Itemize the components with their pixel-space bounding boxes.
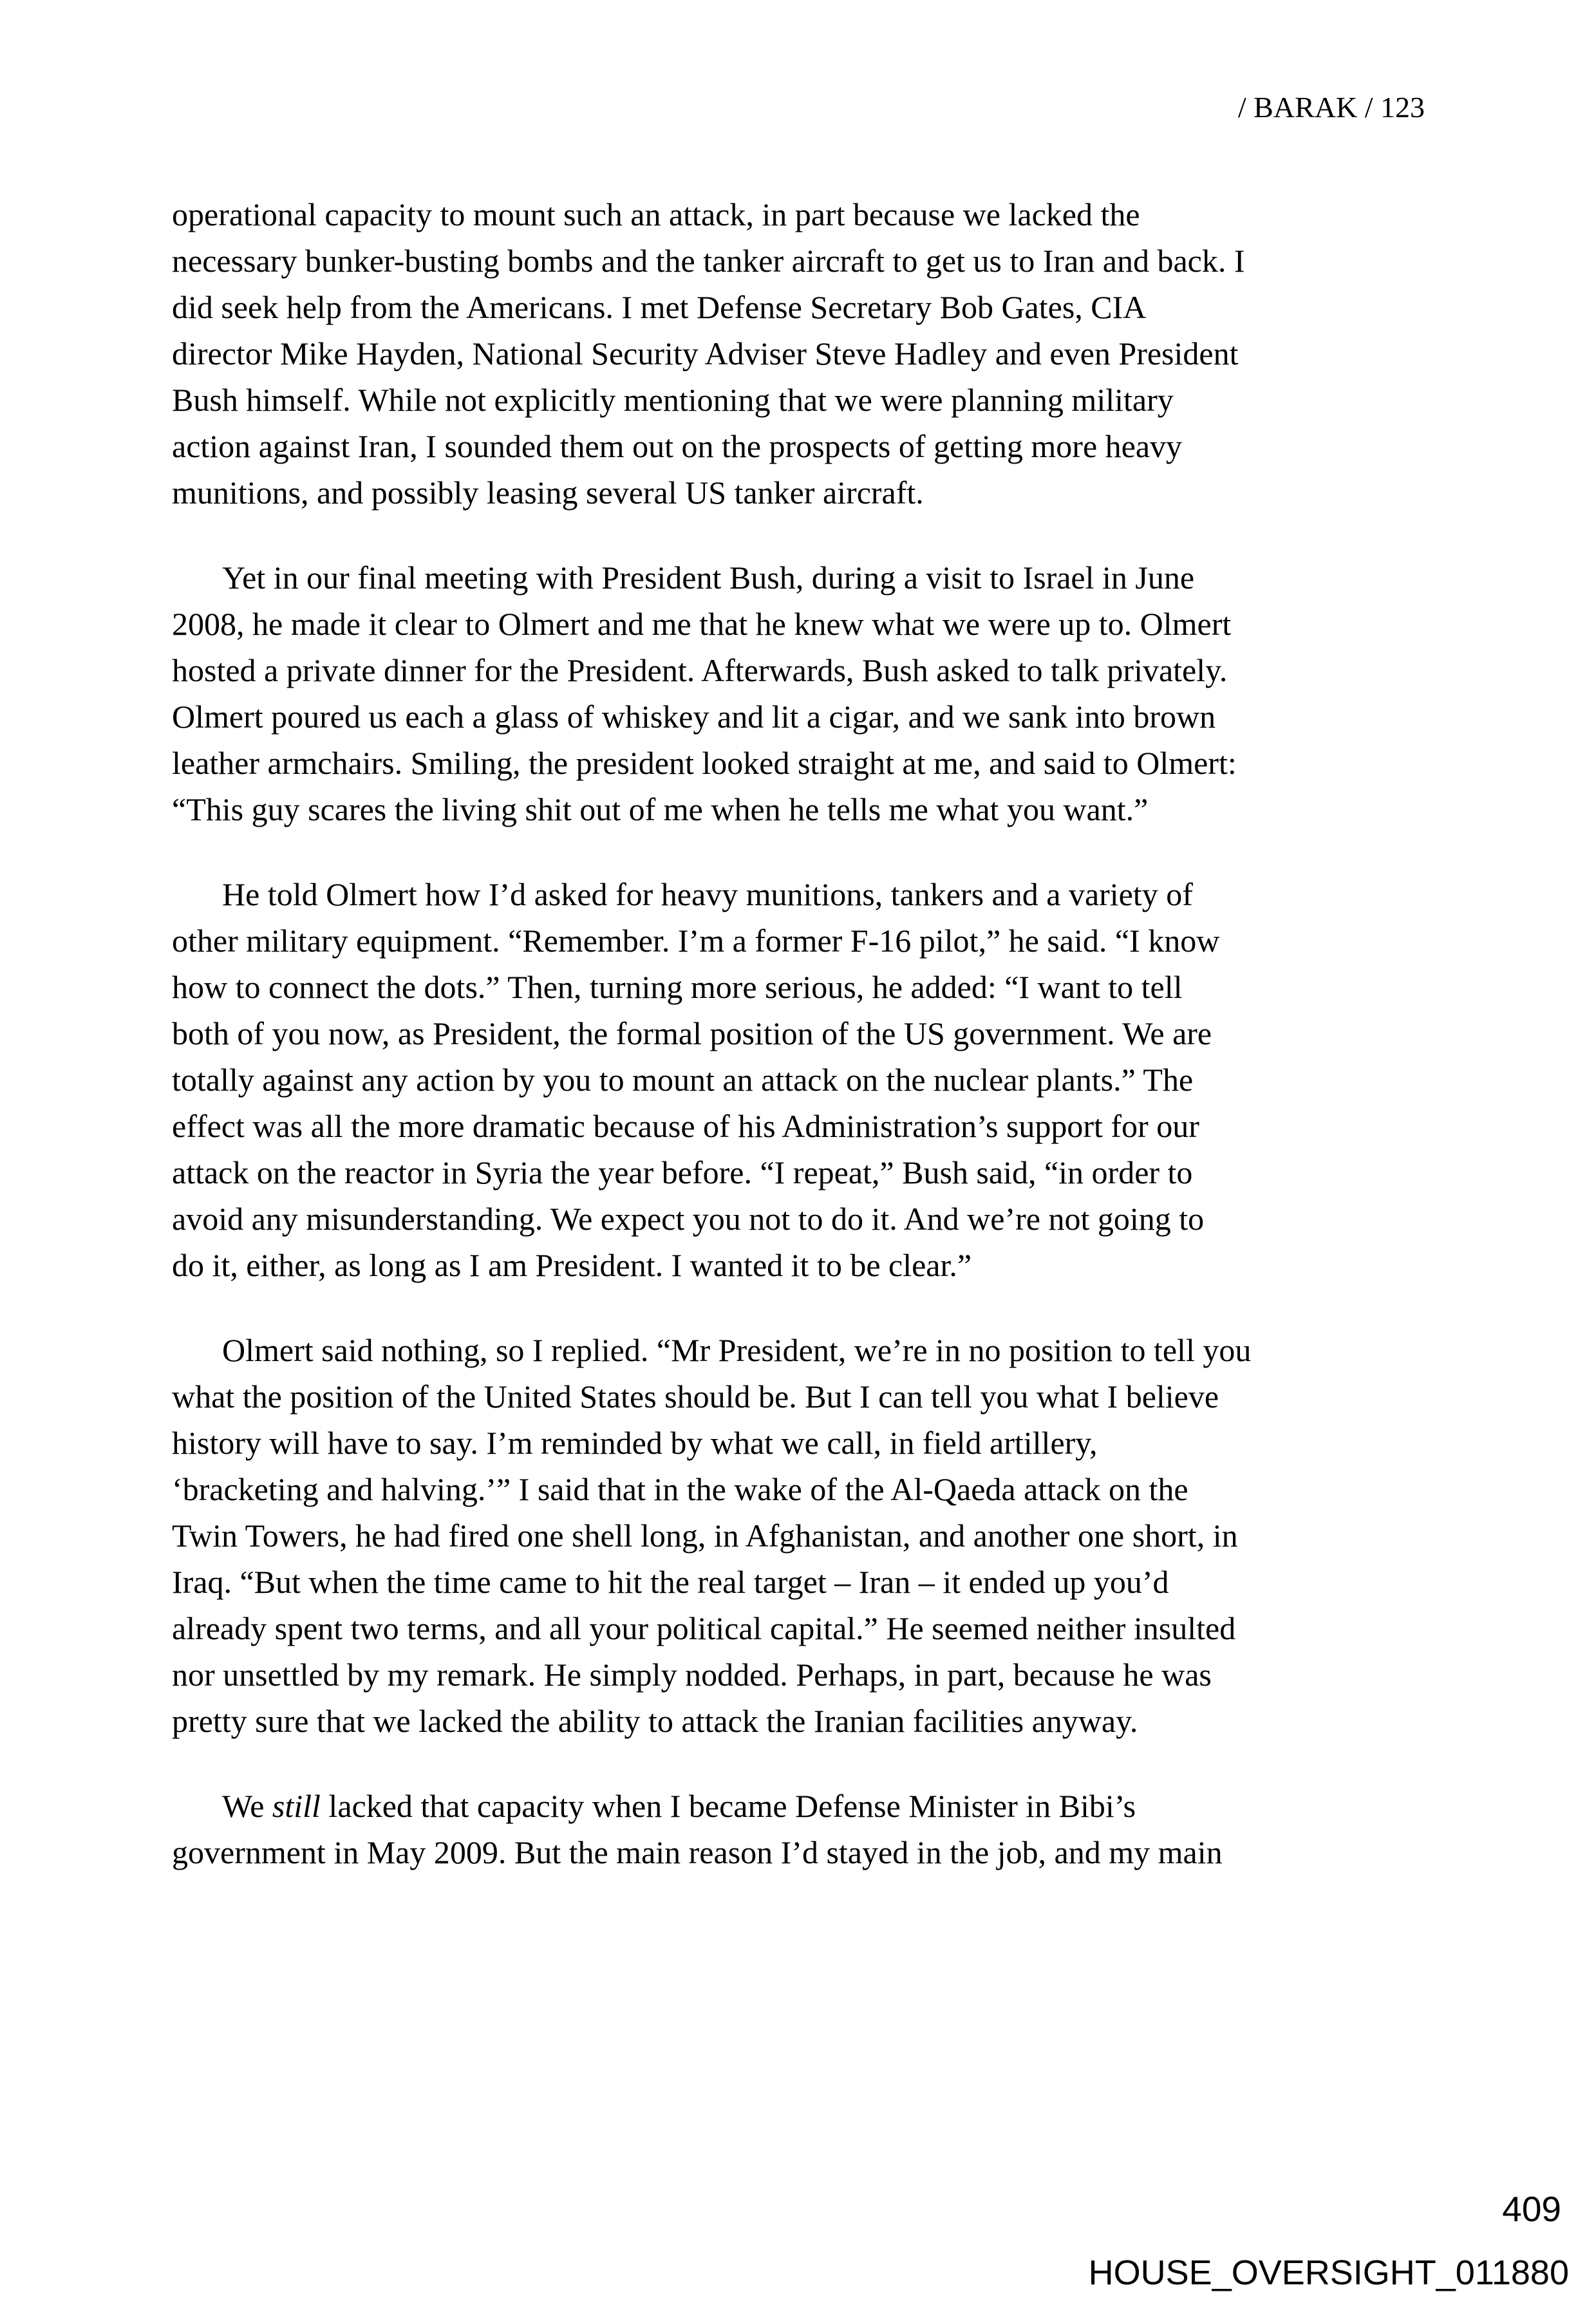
text-line: director Mike Hayden, National Security Adviser Steve Hadley and even President — [172, 335, 1239, 371]
text-line: munitions, and possibly leasing several US tanker aircraft. — [172, 475, 924, 511]
text-line: what the position of the United States should be. But I can tell you what I believe — [172, 1378, 1219, 1415]
page-number: 409 — [1502, 2189, 1561, 2229]
text-line: hosted a private dinner for the President. Afterwards, Bush asked to talk privately. — [172, 652, 1228, 688]
bates-stamp: HOUSE_OVERSIGHT_011880 — [1088, 2253, 1569, 2292]
text-line: nor unsettled by my remark. He simply nodded. Perhaps, in part, because he was — [172, 1657, 1212, 1693]
text-line: pretty sure that we lacked the ability to attack the Iranian facilities anyway. — [172, 1703, 1138, 1739]
text-line: Olmert said nothing, so I replied. “Mr President, we’re in no position to tell you — [222, 1332, 1252, 1368]
body-text — [172, 191, 1427, 1875]
text-line: operational capacity to mount such an attack, in part because we lacked the — [172, 196, 1140, 232]
text-line: “This guy scares the living shit out of me when he tells me what you want.” — [172, 791, 1149, 827]
text-line: Iraq. “But when the time came to hit the real target – Iran – it ended up you’d — [172, 1564, 1169, 1600]
text-line: did seek help from the Americans. I met Defense Secretary Bob Gates, CIA — [172, 289, 1147, 325]
text-line: attack on the reactor in Syria the year before. “I repeat,” Bush said, “in order to — [172, 1154, 1193, 1190]
text-line: action against Iran, I sounded them out on the prospects of getting more heavy — [172, 428, 1183, 464]
paragraph — [172, 1783, 1427, 1875]
text-line: leather armchairs. Smiling, the president looked straight at me, and said to Olmert: — [172, 745, 1237, 781]
text-line: 2008, he made it clear to Olmert and me that he knew what we were up to. Olmert — [172, 606, 1232, 642]
text-line: Olmert poured us each a glass of whiskey and lit a cigar, and we sank into brown — [172, 699, 1216, 735]
text-line: both of you now, as President, the formal position of the US government. We are — [172, 1015, 1212, 1051]
text-segment: We — [222, 1788, 272, 1824]
text-line: other military equipment. “Remember. I’m a former F-16 pilot,” he said. “I know — [172, 923, 1220, 959]
paragraph — [172, 554, 1427, 832]
text-line: He told Olmert how I’d asked for heavy munitions, tankers and a variety of — [222, 876, 1193, 912]
text-segment: lacked that capacity when I became Defense Minister in Bibi’s — [320, 1788, 1136, 1824]
paragraph — [172, 191, 1427, 516]
text-line: totally against any action by you to mount an attack on the nuclear plants.” The — [172, 1062, 1194, 1098]
text-line: do it, either, as long as I am President. I wanted it to be clear.” — [172, 1247, 972, 1283]
text-line: ‘bracketing and halving.’” I said that in the wake of the Al-Qaeda attack on the — [172, 1471, 1188, 1507]
text-line: Bush himself. While not explicitly mentioning that we were planning military — [172, 382, 1174, 418]
text-line: Yet in our final meeting with President Bush, during a visit to Israel in June — [222, 559, 1195, 596]
text-line: how to connect the dots.” Then, turning more serious, he added: “I want to tell — [172, 969, 1183, 1005]
paragraph — [172, 1327, 1427, 1744]
text-line: necessary bunker-busting bombs and the tanker aircraft to get us to Iran and back. I — [172, 243, 1245, 279]
text-line: effect was all the more dramatic because of his Administration’s support for our — [172, 1108, 1199, 1144]
text-line: history will have to say. I’m reminded by what we call, in field artillery, — [172, 1425, 1098, 1461]
text-line — [172, 1783, 1427, 1829]
text-line: government in May 2009. But the main reason I’d stayed in the job, and my main — [172, 1834, 1223, 1870]
text-line: already spent two terms, and all your political capital.” He seemed neither insulted — [172, 1610, 1236, 1646]
paragraph — [172, 871, 1427, 1288]
italic-text: still — [272, 1788, 321, 1824]
text-line: Twin Towers, he had fired one shell long, in Afghanistan, and another one short, in — [172, 1518, 1238, 1554]
text-line: avoid any misunderstanding. We expect you not to do it. And we’re not going to — [172, 1201, 1205, 1237]
running-header: / BARAK / 123 — [1237, 91, 1425, 124]
